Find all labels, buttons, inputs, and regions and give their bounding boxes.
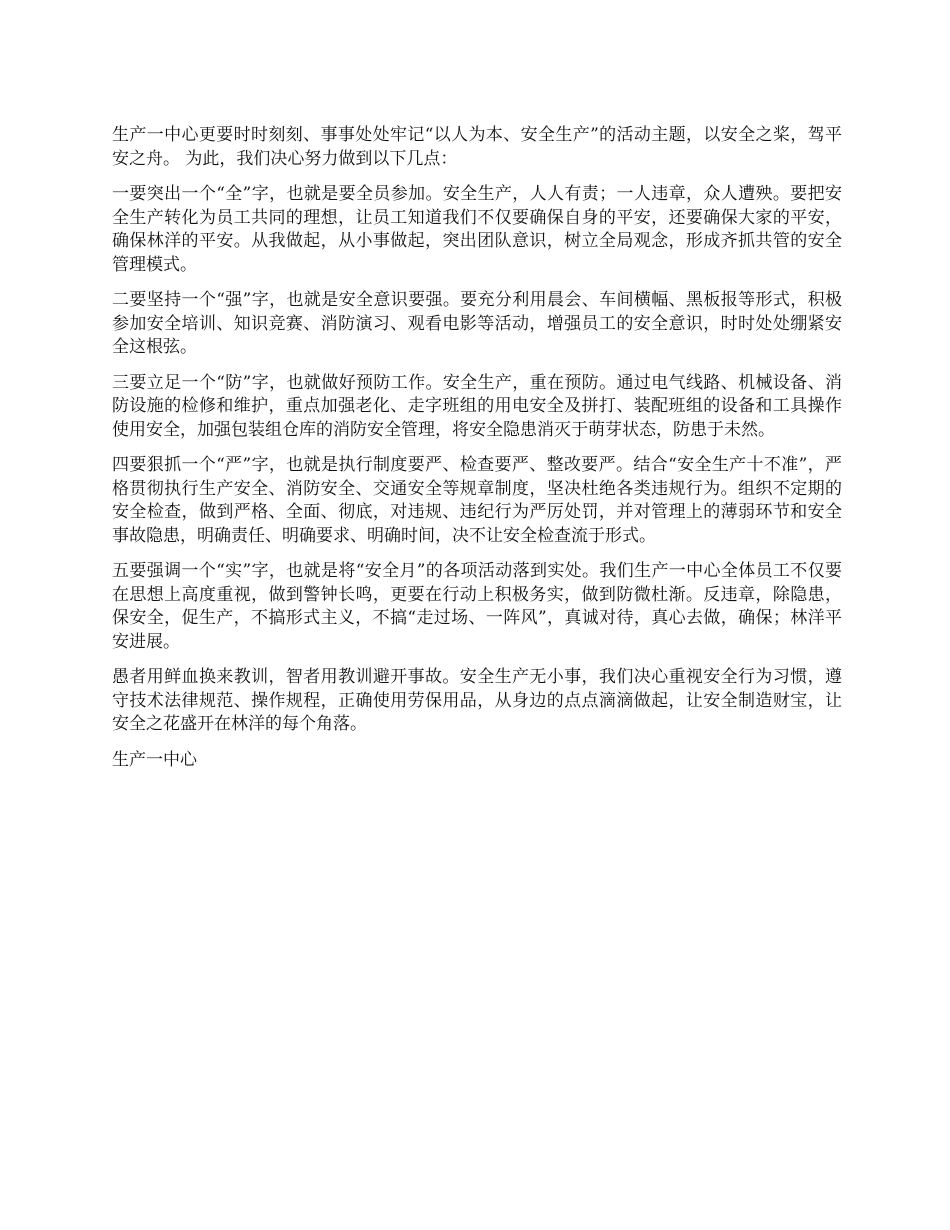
paragraph-point-3: 三要立足一个“防”字，也就做好预防工作。安全生产，重在预防。通过电气线路、机械设备、消防设施的检修和维护，重点加强老化、走字班组的用电安全及拼打、装配班组的设备和工具操作使用安全，加强包装组仓库的消防安全管理，将安全隐患消灭于萌芽状态，防患于未然。 (112, 372, 842, 440)
signature: 生产一中心 (112, 749, 197, 770)
paragraph-point-1: 一要突出一个“全”字，也就是要全员参加。安全生产，人人有责；一人违章，众人遭殃。要把安全生产转化为员工共同的理想，让员工知道我们不仅要确保自身的平安，还要确保大家的平安，确保林洋的平安。从我做起，从小事做起，突出团队意识，树立全局观念，形成齐抓共管的安全管理模式。 (112, 184, 842, 275)
paragraph-point-4: 四要狠抓一个“严”字，也就是执行制度要严、检查要严、整改要严。结合“安全生产十不准”，严格贯彻执行生产安全、消防安全、交通安全等规章制度，坚决杜绝各类违规行为。组织不定期的安全检查，做到严格、全面、彻底，对违规、违纪行为严厉处罚，并对管理上的薄弱环节和安全事故隐患，明确责任、明确要求、明确时间，决不让安全检查流于形式。 (112, 455, 842, 546)
paragraph-point-5: 五要强调一个“实”字，也就是将“安全月”的各项活动落到实处。我们生产一中心全体员工不仅要在思想上高度重视，做到警钟长鸣，更要在行动上积极务实，做到防微杜渐。反违章，除隐患，保安全，促生产，不搞形式主义，不搞“走过场、一阵风”，真诚对待，真心去做，确保；林洋平安进展。 (112, 561, 842, 652)
paragraph-conclusion: 愚者用鲜血换来教训，智者用教训避开事故。安全生产无小事，我们决心重视安全行为习惯，遵守技术法律规范、操作规程，正确使用劳保用品，从身边的点点滴滴做起，让安全制造财宝，让安全之花盛开在林洋的每个角落。 (112, 667, 842, 734)
document-body (112, 124, 842, 784)
paragraph-intro: 生产一中心更要时时刻刻、事事处处牢记“以人为本、安全生产”的活动主题，以安全之桨，驾平安之舟。 为此，我们决心努力做到以下几点： (112, 125, 842, 169)
paragraph-point-2: 二要坚持一个“强”字，也就是安全意识要强。要充分利用晨会、车间横幅、黑板报等形式，积极参加安全培训、知识竞赛、消防演习、观看电影等活动，增强员工的安全意识，时时处处绷紧安全这根弦。 (112, 290, 842, 357)
